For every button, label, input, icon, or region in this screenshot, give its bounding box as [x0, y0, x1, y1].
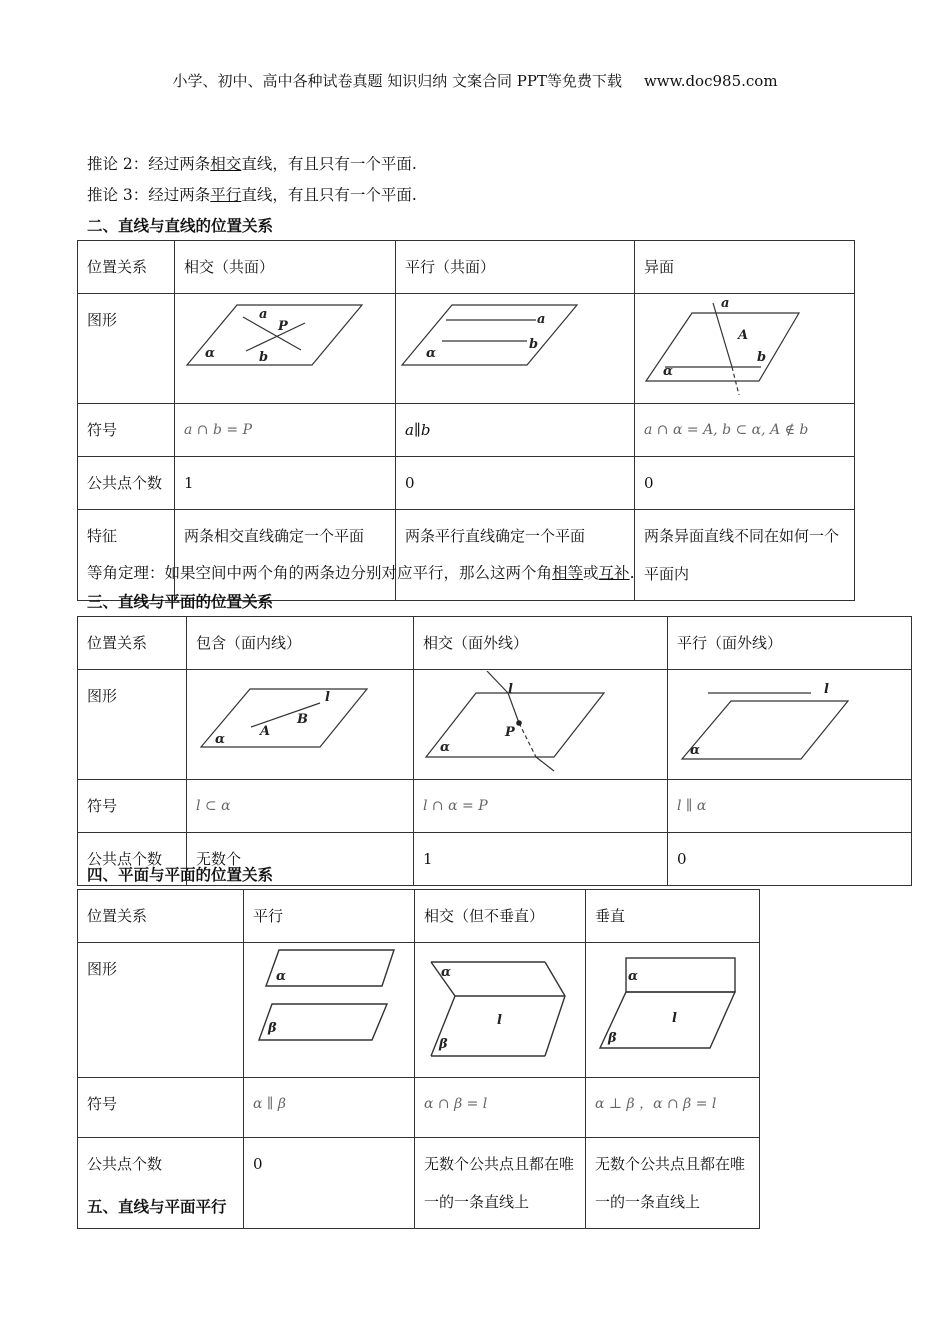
header-cell: 平行（共面）: [396, 241, 635, 294]
label-l: l: [325, 689, 330, 705]
label-beta: β: [608, 1030, 617, 1046]
feature-cell: 两条平行直线确定一个平面: [396, 510, 635, 601]
header-cell: 垂直: [586, 890, 760, 943]
line-line-table: [77, 240, 855, 601]
figure-parallel-lines: [396, 294, 635, 404]
header-cell: 平行: [244, 890, 415, 943]
points-cell: 无数个: [187, 833, 414, 886]
header-cell: 位置关系: [78, 890, 244, 943]
points-cell: 无数个公共点且都在唯一的一条直线上: [415, 1138, 586, 1229]
row-label: 特征: [78, 510, 175, 601]
points-cell: 1: [175, 457, 396, 510]
row-label: 图形: [78, 294, 175, 404]
header-cell: 相交（面外线）: [414, 617, 668, 670]
header-cell: 异面: [635, 241, 855, 294]
label-b: b: [259, 349, 269, 365]
label-a: a: [721, 295, 730, 311]
label-alpha: α: [205, 345, 216, 361]
label-b: b: [757, 349, 767, 365]
label-a: a: [259, 306, 268, 322]
figure-perpendicular-planes: [586, 943, 760, 1078]
symbol-cell: α ∩ β = l: [415, 1078, 586, 1138]
row-label: 符号: [78, 404, 175, 457]
corollary-2: 推论 2：经过两条相交直线，有且只有一个平面.: [87, 155, 417, 173]
header-text: 小学、初中、高中各种试卷真题 知识归纳 文案合同 PPT等免费下载: [172, 72, 622, 90]
points-cell: 0: [244, 1138, 415, 1229]
points-cell: 无数个公共点且都在唯一的一条直线上: [586, 1138, 760, 1229]
label-alpha: α: [215, 731, 226, 747]
header-site[interactable]: www.doc985.com: [643, 72, 778, 90]
points-cell: 0: [668, 833, 912, 886]
label-beta: β: [268, 1020, 277, 1036]
equal-angle-theorem: 等角定理：如果空间中两个角的两条边分别对应平行，那么这两个角相等或互补.: [87, 564, 635, 582]
label-P: P: [505, 724, 515, 740]
figure-line-parallel-plane: [668, 670, 912, 780]
header-cell: 相交（但不垂直）: [415, 890, 586, 943]
label-alpha: α: [440, 739, 451, 755]
header-cell: 位置关系: [78, 617, 187, 670]
symbol-cell: α ⊥ β ，α ∩ β = l: [586, 1078, 760, 1138]
section-5-title: 五、直线与平面平行: [87, 1198, 227, 1216]
symbol-cell: a ∩ α = A, b ⊂ α, A ∉ b: [635, 404, 855, 457]
label-l: l: [824, 681, 829, 697]
figure-intersecting-lines: [175, 294, 396, 404]
label-beta: β: [439, 1036, 448, 1052]
symbol-cell: l ∩ α = P: [414, 780, 668, 833]
symbol-cell: l ∥ α: [668, 780, 912, 833]
figure-skew-lines: [635, 294, 855, 404]
label-P: P: [278, 318, 288, 334]
row-label: 符号: [78, 1078, 244, 1138]
figure-intersecting-planes: [415, 943, 586, 1078]
row-label: 公共点个数: [78, 1138, 244, 1229]
plane-plane-table: [77, 889, 760, 1229]
label-B: B: [297, 711, 308, 727]
label-A: A: [260, 723, 271, 739]
section-2-title: 二、直线与直线的位置关系: [87, 217, 274, 235]
page-header: [0, 70, 950, 91]
header-cell: 平行（面外线）: [668, 617, 912, 670]
label-l: l: [497, 1012, 502, 1028]
label-l: l: [508, 681, 513, 697]
row-label: 符号: [78, 780, 187, 833]
label-alpha: α: [663, 363, 674, 379]
symbol-cell: a∥b: [396, 404, 635, 457]
row-label: 图形: [78, 670, 187, 780]
points-cell: 1: [414, 833, 668, 886]
feature-cell: 两条异面直线不同在如何一个平面内: [635, 510, 855, 601]
label-A: A: [738, 327, 749, 343]
row-label: 公共点个数: [78, 833, 187, 886]
figure-line-intersect-plane: [414, 670, 668, 780]
symbol-cell: a ∩ b = P: [175, 404, 396, 457]
points-cell: 0: [396, 457, 635, 510]
corollary-3: 推论 3：经过两条平行直线，有且只有一个平面.: [87, 186, 417, 204]
label-alpha: α: [690, 742, 701, 758]
line-plane-table: [77, 616, 912, 886]
label-alpha: α: [426, 345, 437, 361]
row-label: 公共点个数: [78, 457, 175, 510]
header-cell: 包含（面内线）: [187, 617, 414, 670]
label-alpha: α: [628, 968, 639, 984]
points-cell: 0: [635, 457, 855, 510]
label-a: a: [537, 311, 546, 327]
figure-line-in-plane: [187, 670, 414, 780]
label-l: l: [672, 1010, 677, 1026]
symbol-cell: l ⊂ α: [187, 780, 414, 833]
symbol-cell: α ∥ β: [244, 1078, 415, 1138]
section-4-title: 四、平面与平面的位置关系: [87, 866, 274, 884]
label-alpha: α: [441, 964, 452, 980]
header-cell: 位置关系: [78, 241, 175, 294]
feature-cell: 两条相交直线确定一个平面: [175, 510, 396, 601]
label-b: b: [529, 336, 539, 352]
figure-parallel-planes: [244, 943, 415, 1078]
header-cell: 相交（共面）: [175, 241, 396, 294]
section-3-title: 三、直线与平面的位置关系: [87, 593, 274, 611]
row-label: 图形: [78, 943, 244, 1078]
label-alpha: α: [276, 968, 287, 984]
